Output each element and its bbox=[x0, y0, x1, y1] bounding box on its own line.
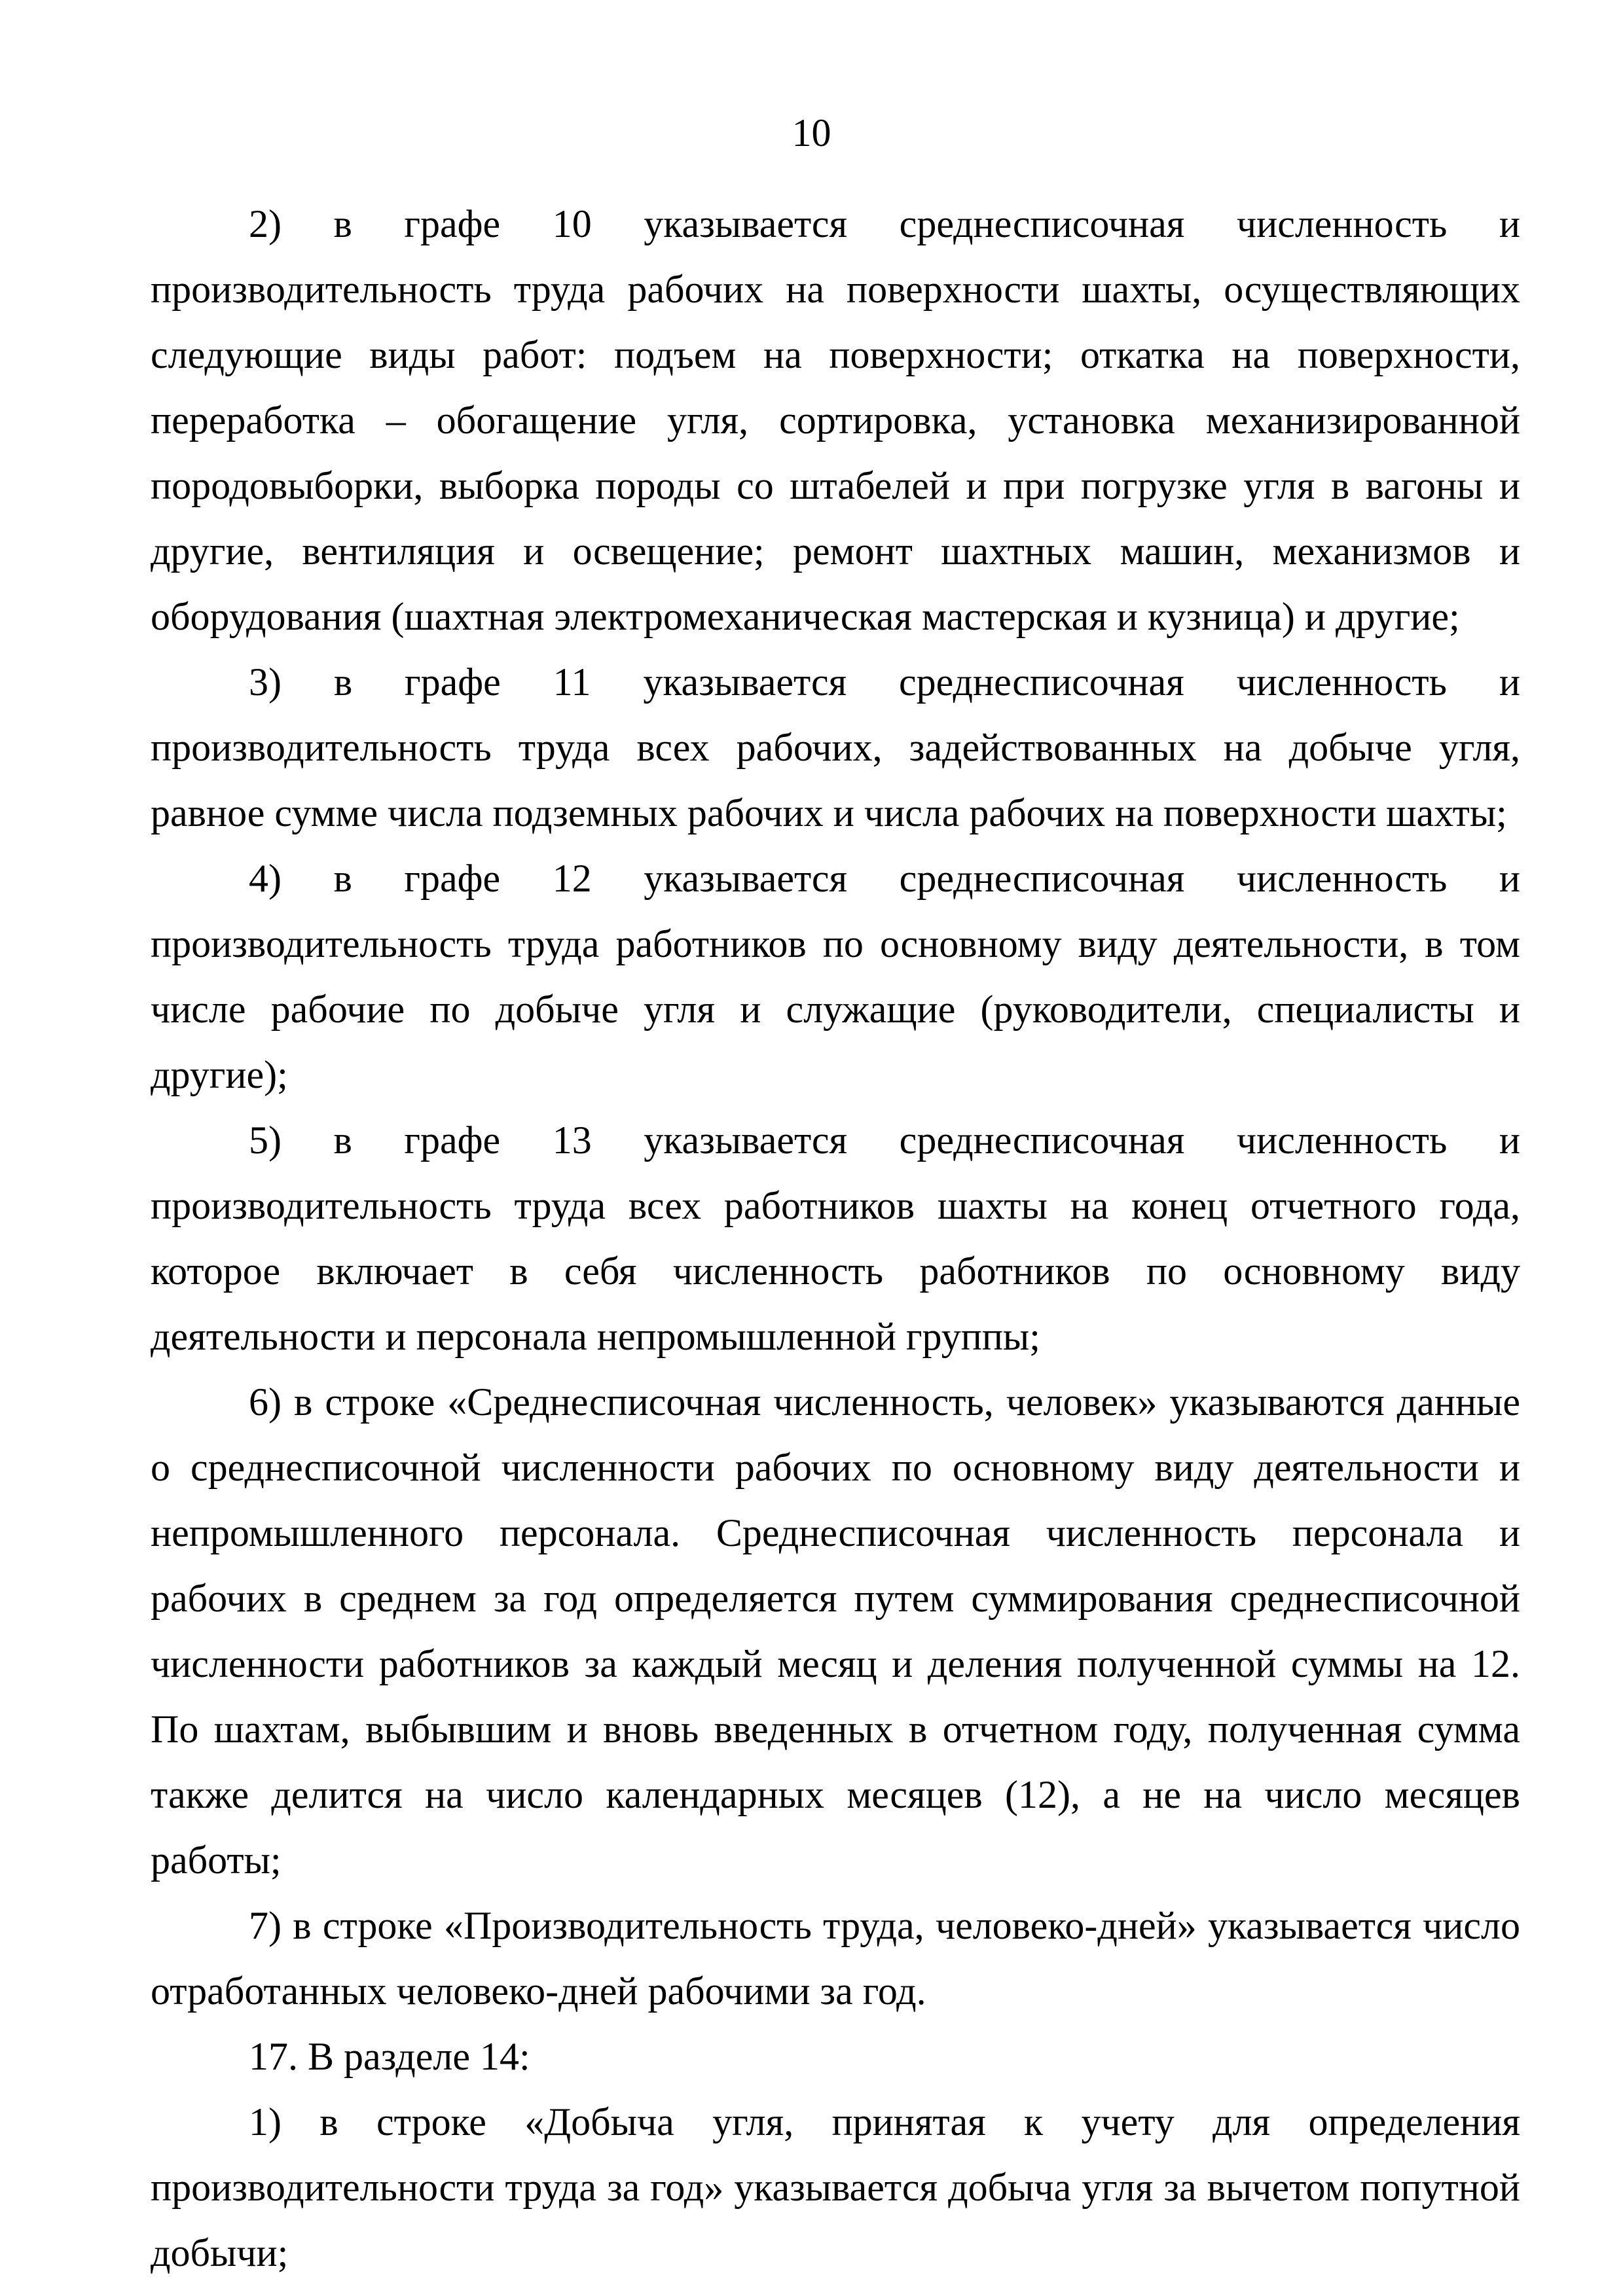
page-number: 10 bbox=[792, 111, 831, 154]
paragraph-item-2-column-10: 2) в графе 10 указывается среднесписочная численность и производительность труда рабочих на поверхности шахты, осуществляющих следующие виды работ: подъем на поверхности; откатка на поверхности, переработка – обогащение угля, сортировка, установка механизированной породовыборки, выборка породы со штабелей и при погрузке угля в вагоны и другие, вентиляция и освещение; ремонт шахтных машин, механизмов и оборудования (шахтная электромеханическая мастерская и кузница) и другие; bbox=[151, 202, 1520, 638]
paragraph-item-1-coal-output: 1) в строке «Добыча угля, принятая к учету для определения производительности труда за год» указывается добыча угля за вычетом попутной добычи; bbox=[151, 2100, 1520, 2274]
paragraph-item-5-column-13: 5) в графе 13 указывается среднесписочная численность и производительность труда всех работников шахты на конец отчетного года, которое включает в себя численность работников по основному виду деятельности и персонала непромышленной группы; bbox=[151, 1119, 1520, 1358]
paragraph-item-6-average-headcount: 6) в строке «Среднесписочная численность, человек» указываются данные о среднесписочной численности рабочих по основному виду деятельности и непромышленного персонала. Среднесписочная численность персонала и рабочих в среднем за год определяется путем суммирования среднесписочной численности работников за каждый месяц и деления полученной суммы на 12. По шахтам, выбывшим и вновь введенных в отчетном году, полученная сумма также делится на число календарных месяцев (12), а не на число месяцев работы; bbox=[151, 1380, 1520, 1882]
document-body bbox=[151, 191, 1520, 2286]
section-heading-17: 17. В разделе 14: bbox=[249, 2035, 530, 2078]
paragraph-item-7-labor-productivity: 7) в строке «Производительность труда, человеко-дней» указывается число отработанных человеко-дней рабочими за год. bbox=[151, 1904, 1520, 2013]
paragraph-item-3-column-11: 3) в графе 11 указывается среднесписочная численность и производительность труда всех рабочих, задействованных на добыче угля, равное сумме числа подземных рабочих и числа рабочих на поверхности шахты; bbox=[151, 660, 1520, 834]
paragraph-item-4-column-12: 4) в графе 12 указывается среднесписочная численность и производительность труда работников по основному виду деятельности, в том числе рабочие по добыче угля и служащие (руководители, специалисты и другие); bbox=[151, 857, 1520, 1096]
